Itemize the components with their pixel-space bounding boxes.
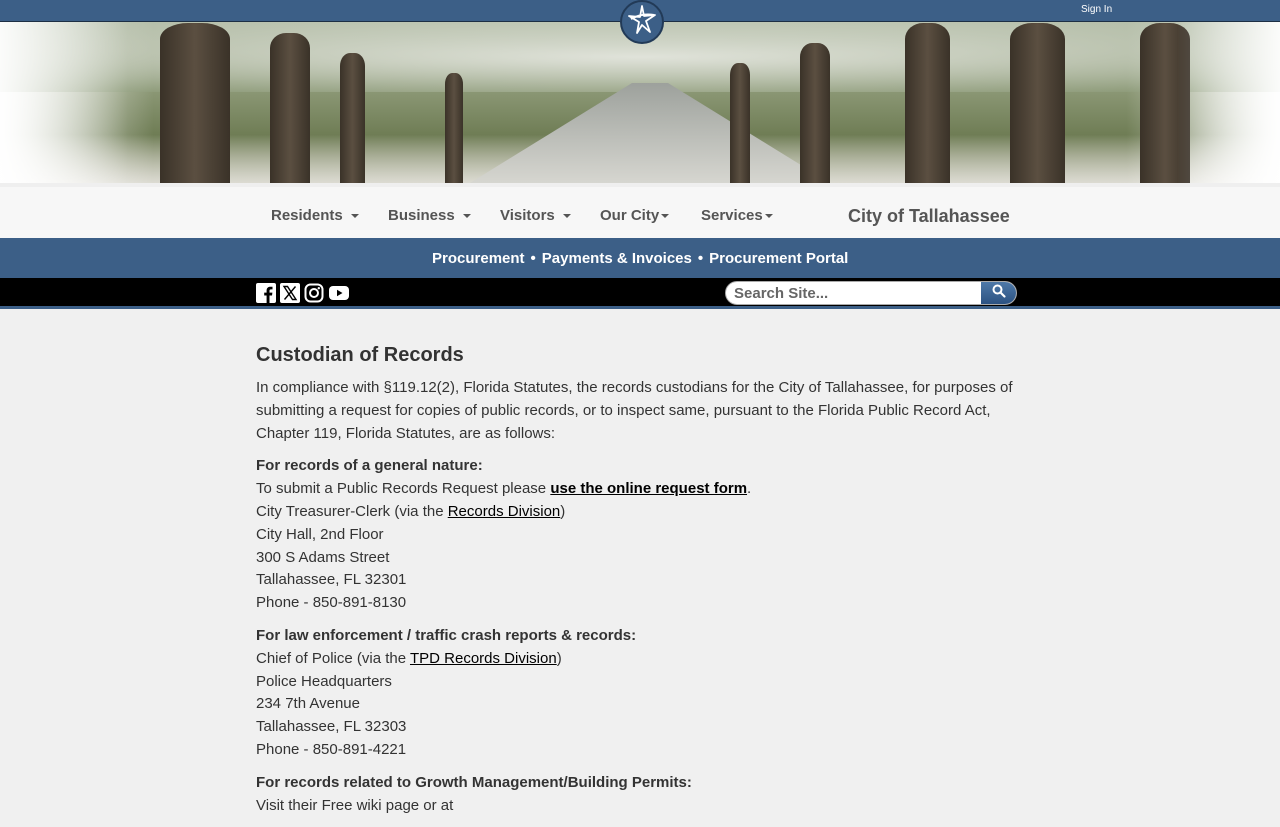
brand-title[interactable]: City of Tallahassee bbox=[848, 206, 1010, 226]
general-records-section bbox=[256, 455, 1026, 615]
hero-banner-image bbox=[0, 22, 1280, 183]
nav-visitors[interactable]: Visitors bbox=[500, 207, 571, 224]
address-line: 300 S Adams Street bbox=[256, 548, 390, 566]
search-icon bbox=[992, 284, 1006, 303]
subnav-procurement-portal[interactable]: Procurement Portal bbox=[709, 250, 849, 267]
growth-management-section bbox=[256, 772, 1026, 818]
separator: • bbox=[530, 250, 536, 267]
search-box bbox=[725, 281, 1017, 305]
x-icon[interactable] bbox=[280, 283, 300, 303]
address-line: 234 7th Avenue bbox=[256, 695, 360, 713]
caret-down-icon bbox=[661, 214, 669, 218]
address-line: Tallahassee, FL 32301 bbox=[256, 571, 407, 589]
intro-paragraph: In compliance with §119.12(2), Florida Statutes, the records custodians for the City of Tallahassee, for purposes of submitting a request for copies of public records, or to inspect same, pursuant to the Florida Public Record Act, Chapter 119, Florida Statutes, are as follows: bbox=[256, 379, 1013, 442]
caret-down-icon bbox=[351, 214, 359, 218]
main-nav bbox=[0, 183, 1280, 238]
section-heading: For law enforcement / traffic crash reports & records: bbox=[256, 626, 637, 644]
phone-line: Phone - 850-891-4221 bbox=[256, 740, 407, 758]
records-division-link[interactable]: Records Division bbox=[447, 502, 561, 520]
page-title: Custodian of Records bbox=[256, 344, 464, 366]
search-button[interactable] bbox=[981, 282, 1016, 304]
address-line: Police Headquarters bbox=[256, 672, 392, 690]
section-heading: For records related to Growth Management/Building Permits: bbox=[256, 773, 692, 791]
nav-services[interactable]: Services bbox=[701, 207, 773, 224]
search-input[interactable] bbox=[726, 282, 982, 304]
section-heading: For records of a general nature: bbox=[256, 457, 483, 475]
subnav-payments-invoices[interactable]: Payments & Invoices bbox=[541, 250, 692, 267]
sign-in-link[interactable]: Sign In bbox=[1081, 4, 1113, 15]
request-line: To submit a Public Records Request please use the online request form. bbox=[256, 480, 752, 498]
custodian-line: Chief of Police (via the TPD Records Division) bbox=[256, 649, 562, 667]
address-line: Tallahassee, FL 32303 bbox=[256, 718, 407, 736]
subnav-procurement[interactable]: Procurement bbox=[432, 250, 525, 267]
growth-line: Visit their Free wiki page or at bbox=[256, 796, 454, 814]
tpd-records-division-link[interactable]: TPD Records Division bbox=[409, 649, 557, 667]
phone-line: Phone - 850-891-8130 bbox=[256, 594, 407, 612]
custodian-line: City Treasurer-Clerk (via the Records Division) bbox=[256, 502, 566, 520]
caret-down-icon bbox=[563, 214, 571, 218]
city-logo[interactable] bbox=[620, 0, 664, 44]
department-nav bbox=[0, 238, 1280, 278]
facebook-icon[interactable] bbox=[256, 283, 276, 303]
address-line: City Hall, 2nd Floor bbox=[256, 525, 384, 543]
caret-down-icon bbox=[765, 214, 773, 218]
instagram-icon[interactable] bbox=[304, 283, 324, 303]
online-request-form-link[interactable]: use the online request form bbox=[550, 480, 748, 498]
nav-residents[interactable]: Residents bbox=[271, 207, 359, 224]
separator: • bbox=[697, 250, 704, 267]
law-enforcement-section bbox=[256, 625, 1026, 762]
nav-our-city[interactable]: Our City bbox=[600, 207, 669, 224]
star-logo-icon bbox=[625, 3, 659, 42]
main-content bbox=[256, 343, 1026, 827]
nav-business[interactable]: Business bbox=[388, 207, 471, 224]
social-search-bar bbox=[0, 278, 1280, 309]
youtube-icon[interactable] bbox=[329, 283, 349, 303]
caret-down-icon bbox=[463, 214, 471, 218]
